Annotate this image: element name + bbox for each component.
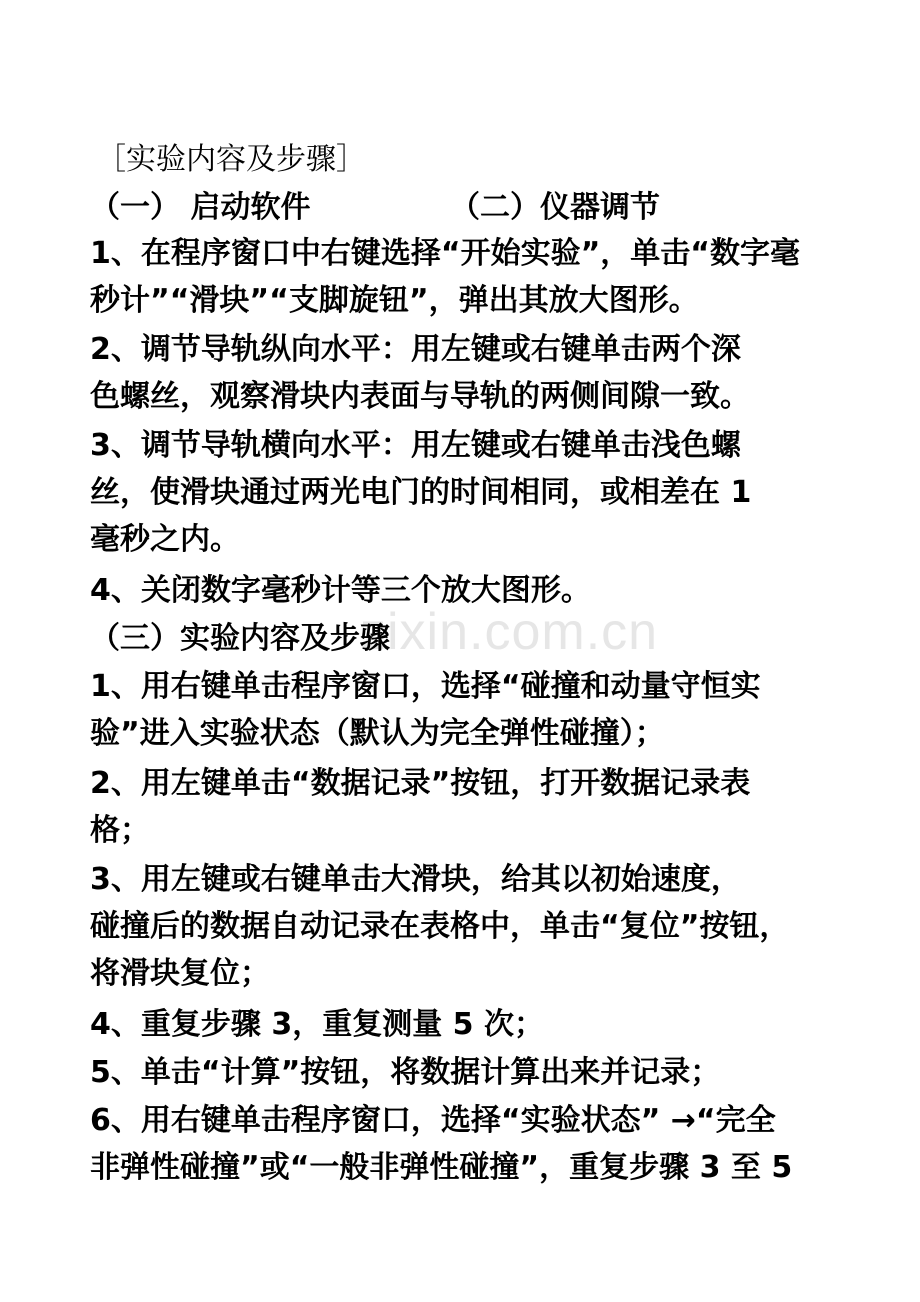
section-header-row [90,182,850,228]
text-line: 4、关闭数字毫秒计等三个放大图形。 [90,573,591,608]
text-line: 2、用左键单击“数据记录”按钮，打开数据记录表 [90,766,751,801]
text-line: 丝，使滑块通过两光电门的时间相同，或相差在 1 [90,475,752,510]
experiment-step-2 [90,760,850,854]
text-line: 3、用左键或右键单击大滑块，给其以初始速度， [90,862,741,897]
text-line: 1、在程序窗口中右键选择“开始实验”，单击“数字毫 [90,236,801,271]
text-line: 2、调节导轨纵向水平：用左键或右键单击两个深 [90,332,741,367]
text-line: 1、用右键单击程序窗口，选择“碰撞和动量守恒实 [90,669,761,704]
text-line: 毫秒之内。 [90,522,240,557]
experiment-step-5 [90,1049,850,1096]
text-line: 非弹性碰撞”或“一般非弹性碰撞”，重复步骤 3 至 5 [90,1150,793,1185]
adjust-step-3 [90,422,850,563]
section-heading-start-software: （一） 启动软件 [90,190,311,225]
text-line: 碰撞后的数据自动记录在表格中，单击“复位”按钮， [90,909,790,944]
text-line: 5、单击“计算”按钮，将数据计算出来并记录； [90,1055,721,1090]
experiment-step-6 [90,1097,850,1191]
page-title: ［实验内容及步骤］ [96,142,366,177]
experiment-step-1 [90,663,850,757]
adjust-step-4 [90,567,850,614]
text-line: 6、用右键单击程序窗口，选择“实验状态” →“完全 [90,1103,776,1138]
text-line: 秒计”“滑块”“支脚旋钮”，弹出其放大图形。 [90,283,699,318]
experiment-step-4 [90,1001,850,1048]
adjust-step-1 [90,230,850,324]
section-heading-experiment: （三）实验内容及步骤 [90,621,390,656]
watermark: zixin.com.cn [360,603,659,661]
text-line: 验”进入实验状态（默认为完全弹性碰撞）； [90,716,665,751]
text-line: 3、调节导轨横向水平：用左键或右键单击浅色螺 [90,428,741,463]
section-heading-instrument-adjust: （二）仪器调节 [450,190,660,225]
adjust-step-2 [90,326,850,420]
text-line: 格； [90,813,150,848]
text-line: 将滑块复位； [90,956,270,991]
text-line: 色螺丝，观察滑块内表面与导轨的两侧间隙一致。 [90,379,750,414]
experiment-step-3 [90,856,850,997]
text-line: 4、重复步骤 3，重复测量 5 次； [90,1007,544,1042]
